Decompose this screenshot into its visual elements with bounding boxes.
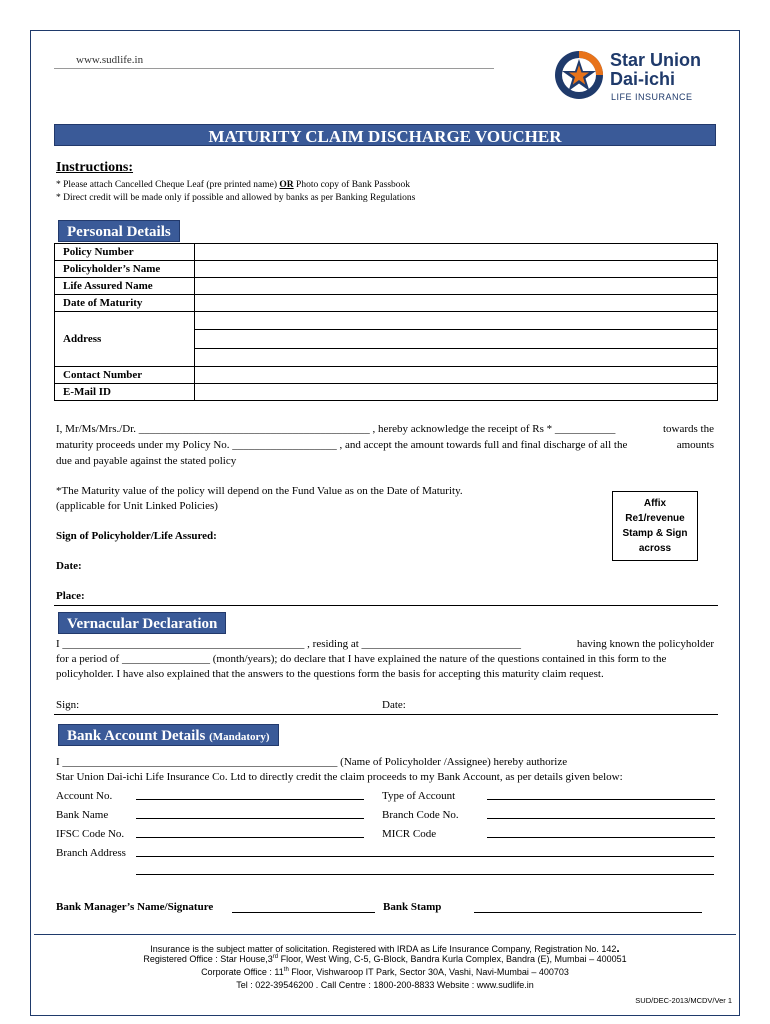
maturity-note-line-2: (applicable for Unit Linked Policies) xyxy=(56,500,218,512)
footer-contact-line: Tel : 022-39546200 . Call Centre : 1800-200-8833 Website : www.sudlife.in xyxy=(236,980,534,990)
type-of-account-label: Type of Account xyxy=(382,790,456,802)
personal-details-heading: Personal Details xyxy=(58,220,180,242)
bank-manager-signature-field[interactable] xyxy=(232,912,375,913)
vernacular-line-3: policyholder. I have also explained that the answers to the questions form the basis for accepting this maturity claim request. xyxy=(56,668,604,680)
section-divider xyxy=(54,714,718,715)
instructions-heading: Instructions: xyxy=(56,160,134,175)
sign-date-label: Date: xyxy=(56,560,82,572)
footer-registered-office-rest: Floor, West Wing, C-5, G-Block, Bandra Kurla Complex, Bandra (E), Mumbai – 400051 xyxy=(278,954,627,964)
bank-name-label: Bank Name xyxy=(56,809,109,821)
micr-code-label: MICR Code xyxy=(382,828,437,840)
address-line-2-field[interactable] xyxy=(195,330,718,348)
stamp-text-2: Re1/revenue xyxy=(625,513,685,524)
vernacular-declaration-heading: Vernacular Declaration xyxy=(58,612,226,634)
personal-details-table xyxy=(54,243,718,401)
acknowledgement-line-2: maturity proceeds under my Policy No. ___________________ , and accept the amount towards full and final discharge of all the xyxy=(56,439,628,451)
branch-address-field-2[interactable] xyxy=(136,874,714,875)
email-label: E-Mail ID xyxy=(55,384,195,401)
branch-code-field[interactable] xyxy=(487,818,715,819)
date-of-maturity-label: Date of Maturity xyxy=(55,295,195,312)
footer-registration-dot: . xyxy=(616,941,620,955)
contact-number-label: Contact Number xyxy=(55,367,195,384)
instruction-1-or: OR xyxy=(279,180,294,190)
company-logo xyxy=(552,48,727,108)
sign-place-label: Place: xyxy=(56,590,85,602)
vernacular-sign-label: Sign: xyxy=(56,699,80,711)
ifsc-code-field[interactable] xyxy=(136,837,364,838)
policyholder-signature-label: Sign of Policyholder/Life Assured: xyxy=(56,530,217,542)
acknowledgement-line-1-end: towards the xyxy=(662,423,714,435)
ifsc-code-label: IFSC Code No. xyxy=(56,828,125,840)
brand-name-line1: Star Union xyxy=(610,50,702,70)
header-divider xyxy=(54,68,494,69)
vernacular-line-1: I ____________________________________________ , residing at _____________________________ xyxy=(56,638,522,650)
footer-corporate-office-rest: Floor, Vishwaroop IT Park, Sector 30A, Vashi, Navi-Mumbai – 400703 xyxy=(288,967,569,977)
footer-ordinal-rd: rd xyxy=(272,954,279,960)
brand-tagline: LIFE INSURANCE xyxy=(611,92,693,102)
date-of-maturity-field[interactable] xyxy=(195,295,718,312)
footer-ordinal-th: th xyxy=(283,967,289,973)
footer-registered-office: Registered Office : Star House,3 xyxy=(143,954,273,964)
bank-stamp-label: Bank Stamp xyxy=(383,901,442,913)
bank-name-field[interactable] xyxy=(136,818,364,819)
vernacular-line-2: for a period of ________________ (month/years); do declare that I have explained the nature of the questions contained in this form to the xyxy=(56,653,667,665)
micr-code-field[interactable] xyxy=(487,837,715,838)
type-of-account-field[interactable] xyxy=(487,799,715,800)
contact-number-field[interactable] xyxy=(195,367,718,384)
acknowledgement-line-1: I, Mr/Ms/Mrs./Dr. __________________________________________ , hereby acknowledge the receipt of Rs * ___________ xyxy=(56,423,616,435)
acknowledgement-line-3: due and payable against the stated policy xyxy=(56,455,237,467)
footer-line-2 xyxy=(40,954,730,964)
instruction-2: * Direct credit will be made only if possible and allowed by banks as per Banking Regulations xyxy=(56,193,416,203)
revenue-stamp-box xyxy=(612,491,698,561)
footer-line-3 xyxy=(40,967,730,977)
branch-address-field-1[interactable] xyxy=(136,856,714,857)
section-divider xyxy=(54,605,718,606)
website-url[interactable]: www.sudlife.in xyxy=(76,54,144,66)
address-line-3-field[interactable] xyxy=(195,348,718,366)
policy-number-label: Policy Number xyxy=(55,244,195,261)
page-title: MATURITY CLAIM DISCHARGE VOUCHER xyxy=(54,124,716,146)
policyholder-name-field[interactable] xyxy=(195,261,718,278)
bank-account-heading-text: Bank Account Details xyxy=(67,728,206,744)
instruction-1-prefix: * Please attach Cancelled Cheque Leaf (pre printed name) xyxy=(56,180,278,190)
stamp-text-3: Stamp & Sign xyxy=(622,528,688,539)
vernacular-line-1-end: having known the policyholder xyxy=(576,638,714,650)
footer-divider xyxy=(34,934,736,935)
account-no-field[interactable] xyxy=(136,799,364,800)
policy-number-field[interactable] xyxy=(195,244,718,261)
maturity-note-line-1: *The Maturity value of the policy will depend on the Fund Value as on the Date of Maturity. xyxy=(56,485,463,497)
bank-authorization-line-2: Star Union Dai-ichi Life Insurance Co. Ltd to directly credit the claim proceeds to my Bank Account, as per details given below: xyxy=(56,771,623,783)
account-no-label: Account No. xyxy=(56,790,113,802)
bank-manager-signature-label: Bank Manager’s Name/Signature xyxy=(56,901,214,913)
email-field[interactable] xyxy=(195,384,718,401)
vernacular-date-label: Date: xyxy=(382,699,406,711)
bank-account-heading xyxy=(58,724,279,746)
footer-registration-text: Insurance is the subject matter of solicitation. Registered with IRDA as Life Insurance Company, Registration No. 142 xyxy=(150,944,617,954)
bank-account-mandatory-note: (Mandatory) xyxy=(209,731,270,743)
address-line-1-field[interactable] xyxy=(195,312,718,330)
life-assured-name-label: Life Assured Name xyxy=(55,278,195,295)
acknowledgement-line-2-end: amounts xyxy=(676,439,714,451)
address-label: Address xyxy=(55,312,195,367)
branch-code-label: Branch Code No. xyxy=(382,809,459,821)
life-assured-name-field[interactable] xyxy=(195,278,718,295)
form-version: SUD/DEC-2013/MCDV/Ver 1 xyxy=(635,996,732,1005)
star-logo-icon xyxy=(552,48,606,102)
instruction-1 xyxy=(56,180,410,190)
bank-authorization-line-1: I __________________________________________________ (Name of Policyholder /Assignee) hereby authorize xyxy=(56,756,568,768)
policyholder-name-label: Policyholder’s Name xyxy=(55,261,195,278)
stamp-text-1: Affix xyxy=(643,498,667,509)
footer-corporate-office: Corporate Office : 11 xyxy=(201,967,284,977)
footer-line-1 xyxy=(40,941,730,955)
bank-stamp-field[interactable] xyxy=(474,912,702,913)
stamp-text-4: across xyxy=(638,543,672,554)
branch-address-label: Branch Address xyxy=(56,847,126,859)
instruction-1-suffix: Photo copy of Bank Passbook xyxy=(296,180,411,190)
brand-name-line2: Dai-ichi xyxy=(610,69,676,89)
